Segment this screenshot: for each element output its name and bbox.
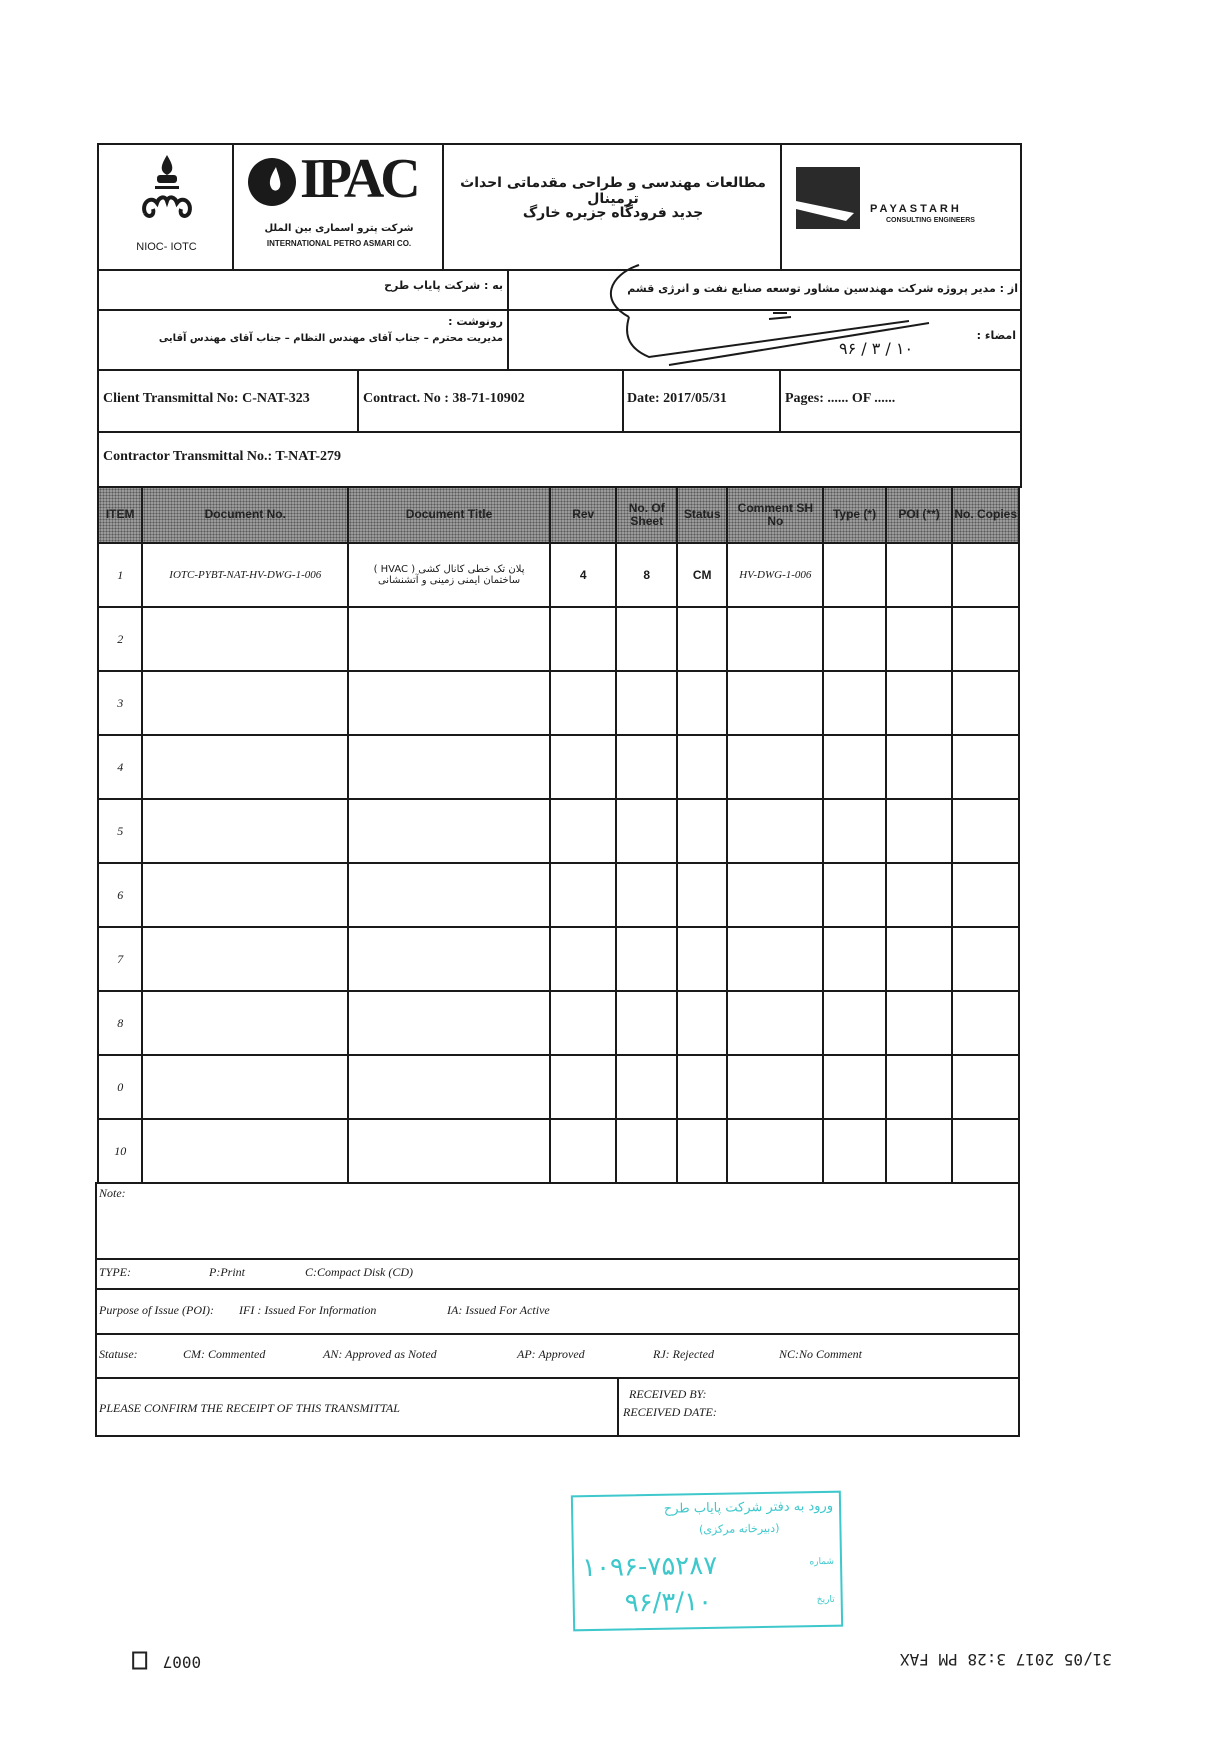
rev-cell bbox=[550, 863, 617, 927]
received-by-label: RECEIVED BY: bbox=[629, 1387, 707, 1401]
document-no-cell bbox=[142, 671, 348, 735]
from-sender: از : مدیر پروژه شرکت مهندسین مشاور توسعه صنایع نفت و انرژی قشم bbox=[627, 282, 1018, 295]
cc-label: رونوشت : bbox=[448, 315, 503, 328]
comment-sh-cell bbox=[727, 991, 823, 1055]
poi-cell bbox=[886, 927, 953, 991]
status-cm: CM: Commented bbox=[183, 1347, 266, 1361]
payastarh-subtitle: CONSULTING ENGINEERS bbox=[886, 217, 975, 224]
status-cell bbox=[677, 607, 727, 671]
type-cd: C:Compact Disk (CD) bbox=[305, 1265, 413, 1279]
rev-cell bbox=[550, 799, 617, 863]
stamp-number-label: شماره bbox=[809, 1556, 835, 1568]
copies-cell bbox=[952, 1055, 1019, 1119]
sheet-count-cell bbox=[616, 1119, 677, 1183]
ipac-persian-name: شرکت پترو اسماری بین الملل bbox=[264, 223, 414, 234]
comment-sh-cell bbox=[727, 671, 823, 735]
table-row bbox=[98, 671, 1019, 735]
table-row bbox=[98, 927, 1019, 991]
rev-cell bbox=[550, 991, 617, 1055]
receipt-row bbox=[95, 1377, 1020, 1437]
document-title-cell bbox=[348, 927, 550, 991]
item-cell: 5 bbox=[98, 799, 142, 863]
project-title-line2: جدید فرودگاه جزیره خارگ bbox=[522, 205, 704, 221]
status-rj: RJ: Rejected bbox=[653, 1347, 714, 1361]
item-cell: 8 bbox=[98, 991, 142, 1055]
col-divider bbox=[357, 369, 359, 431]
rev-cell bbox=[550, 735, 617, 799]
stamp-number: ۱۰۹۶-۷۵۲۸۷ bbox=[581, 1550, 718, 1584]
item-cell: 7 bbox=[98, 927, 142, 991]
type-cell bbox=[823, 1119, 886, 1183]
copies-cell bbox=[952, 543, 1019, 607]
type-cell bbox=[823, 607, 886, 671]
status-cell bbox=[677, 671, 727, 735]
type-label: TYPE: bbox=[99, 1265, 132, 1279]
sheet-count-cell bbox=[616, 799, 677, 863]
col-header-comment-sh-no: Comment SH No bbox=[727, 487, 823, 543]
project-title-line1: مطالعات مهندسی و طراحی مقدماتی احداث ترمینال bbox=[460, 175, 766, 207]
document-title-cell bbox=[348, 991, 550, 1055]
document-title-cell bbox=[348, 799, 550, 863]
table-row bbox=[98, 799, 1019, 863]
sheet-count-cell bbox=[616, 735, 677, 799]
poi-cell bbox=[886, 1119, 953, 1183]
document-no-cell bbox=[142, 927, 348, 991]
to-cell bbox=[99, 269, 509, 309]
documents-table bbox=[97, 486, 1020, 1184]
header-box bbox=[97, 143, 1022, 271]
status-cell bbox=[677, 991, 727, 1055]
col-header-no-copies: No. Copies bbox=[952, 487, 1019, 543]
contract-no: Contract. No : 38-71-10902 bbox=[363, 391, 525, 406]
table-row bbox=[98, 1055, 1019, 1119]
type-cell bbox=[823, 863, 886, 927]
status-cell bbox=[677, 927, 727, 991]
item-cell: 6 bbox=[98, 863, 142, 927]
table-row bbox=[98, 863, 1019, 927]
copies-cell bbox=[952, 607, 1019, 671]
project-title-cell bbox=[444, 145, 782, 269]
poi-cell bbox=[886, 991, 953, 1055]
type-cell bbox=[823, 735, 886, 799]
copies-cell bbox=[952, 735, 1019, 799]
comment-sh-cell bbox=[727, 735, 823, 799]
copies-cell bbox=[952, 799, 1019, 863]
cc-cell bbox=[99, 309, 509, 369]
status-cell bbox=[677, 1055, 727, 1119]
document-no-cell bbox=[142, 991, 348, 1055]
comment-sh-cell: HV-DWG-1-006 bbox=[727, 543, 823, 607]
contractor-transmittal-no: Contractor Transmittal No.: T-NAT-279 bbox=[103, 449, 341, 464]
sheet-count-cell bbox=[616, 927, 677, 991]
rev-cell bbox=[550, 1119, 617, 1183]
item-cell: 10 bbox=[98, 1119, 142, 1183]
poi-cell bbox=[886, 1055, 953, 1119]
nioc-logo-icon bbox=[139, 153, 195, 233]
comment-sh-cell bbox=[727, 799, 823, 863]
rev-cell: 4 bbox=[550, 543, 617, 607]
table-header-row bbox=[98, 487, 1019, 543]
poi-cell bbox=[886, 799, 953, 863]
nioc-caption: NIOC- IOTC bbox=[136, 241, 197, 253]
col-divider bbox=[779, 369, 781, 431]
ipac-drop-icon bbox=[246, 157, 298, 207]
payastarh-logo-icon bbox=[796, 167, 860, 229]
type-cell bbox=[823, 671, 886, 735]
item-cell: 1 bbox=[98, 543, 142, 607]
table-row bbox=[98, 607, 1019, 671]
fax-page-number: 0007 bbox=[162, 1652, 202, 1672]
transmittal-info-row bbox=[97, 369, 1022, 433]
comment-sh-cell bbox=[727, 1119, 823, 1183]
stamp-subtitle: (دبیرخانه مرکزی) bbox=[698, 1521, 780, 1537]
sheet-count-cell bbox=[616, 863, 677, 927]
confirm-cell bbox=[97, 1377, 619, 1435]
table-row bbox=[98, 735, 1019, 799]
table-row bbox=[98, 543, 1019, 607]
contractor-transmittal-row bbox=[97, 431, 1022, 488]
rev-cell bbox=[550, 607, 617, 671]
type-cell bbox=[823, 991, 886, 1055]
status-cell bbox=[677, 799, 727, 863]
document-no-cell bbox=[142, 1055, 348, 1119]
status-ap: AP: Approved bbox=[517, 1347, 585, 1361]
status-an: AN: Approved as Noted bbox=[323, 1347, 437, 1361]
item-cell: 0 bbox=[98, 1055, 142, 1119]
status-legend-row bbox=[95, 1333, 1020, 1379]
fax-page-icon bbox=[132, 1652, 147, 1670]
status-cell bbox=[677, 735, 727, 799]
rev-cell bbox=[550, 1055, 617, 1119]
pages-count: Pages: ...... OF ...... bbox=[785, 391, 896, 406]
poi-label: Purpose of Issue (POI): bbox=[99, 1303, 214, 1317]
comment-sh-cell bbox=[727, 1055, 823, 1119]
item-cell: 4 bbox=[98, 735, 142, 799]
receipt-stamp bbox=[571, 1491, 843, 1632]
status-label: Statuse: bbox=[99, 1347, 138, 1361]
item-cell: 2 bbox=[98, 607, 142, 671]
stamp-date: ۹۶/۳/۱۰ bbox=[624, 1586, 713, 1619]
type-cell bbox=[823, 1055, 886, 1119]
copies-cell bbox=[952, 863, 1019, 927]
copies-cell bbox=[952, 991, 1019, 1055]
stamp-title: ورود به دفتر شرکت پایاب طرح bbox=[663, 1498, 834, 1517]
status-nc: NC:No Comment bbox=[779, 1347, 863, 1361]
document-title-cell bbox=[348, 1119, 550, 1183]
type-print: P:Print bbox=[209, 1265, 245, 1279]
type-cell bbox=[823, 799, 886, 863]
rev-cell bbox=[550, 671, 617, 735]
rev-cell bbox=[550, 927, 617, 991]
fax-page-marker bbox=[132, 1652, 201, 1672]
ipac-logo-cell bbox=[234, 145, 444, 269]
cc-signature-row bbox=[97, 309, 1022, 371]
comment-sh-cell bbox=[727, 607, 823, 671]
sheet-count-cell bbox=[616, 991, 677, 1055]
poi-cell bbox=[886, 863, 953, 927]
note-box bbox=[95, 1182, 1020, 1260]
document-title-cell bbox=[348, 1055, 550, 1119]
col-header-no-of-sheet: No. Of Sheet bbox=[616, 487, 677, 543]
col-header-poi: POI (**) bbox=[886, 487, 953, 543]
document-title-cell bbox=[348, 671, 550, 735]
document-title-cell bbox=[348, 863, 550, 927]
type-cell bbox=[823, 927, 886, 991]
document-no-cell bbox=[142, 863, 348, 927]
copies-cell bbox=[952, 1119, 1019, 1183]
item-cell: 3 bbox=[98, 671, 142, 735]
transmittal-date: Date: 2017/05/31 bbox=[627, 391, 727, 406]
document-title-cell: پلان تک خطی کانال کشی ( HVAC ) ساختمان ایمنی زمینی و آتشنشانی bbox=[348, 543, 550, 607]
document-no-cell bbox=[142, 735, 348, 799]
copies-cell bbox=[952, 671, 1019, 735]
comment-sh-cell bbox=[727, 927, 823, 991]
sheet-count-cell: 8 bbox=[616, 543, 677, 607]
status-cell bbox=[677, 863, 727, 927]
payastarh-logo-cell bbox=[782, 145, 1020, 269]
table-row bbox=[98, 991, 1019, 1055]
document-title-cell bbox=[348, 607, 550, 671]
col-header-item: ITEM bbox=[98, 487, 142, 543]
type-legend-row bbox=[95, 1258, 1020, 1290]
type-cell bbox=[823, 543, 886, 607]
copies-cell bbox=[952, 927, 1019, 991]
poi-ifi: IFI : Issued For Information bbox=[239, 1303, 377, 1317]
col-header-document-no: Document No. bbox=[142, 487, 348, 543]
note-label: Note: bbox=[99, 1186, 126, 1200]
col-divider bbox=[622, 369, 624, 431]
client-transmittal-no: Client Transmittal No: C-NAT-323 bbox=[103, 391, 310, 406]
poi-cell bbox=[886, 735, 953, 799]
sheet-count-cell bbox=[616, 671, 677, 735]
document-no-cell bbox=[142, 607, 348, 671]
col-header-document-title: Document Title bbox=[348, 487, 550, 543]
document-no-cell: IOTC-PYBT-NAT-HV-DWG-1-006 bbox=[142, 543, 348, 607]
handwritten-date: ۱۰ / ۳ / ۹۶ bbox=[839, 339, 914, 358]
sheet-count-cell bbox=[616, 1055, 677, 1119]
stamp-date-label: تاریخ bbox=[816, 1594, 835, 1606]
status-cell bbox=[677, 1119, 727, 1183]
received-date-label: RECEIVED DATE: bbox=[623, 1405, 717, 1419]
ipac-logo-text: IPAC bbox=[300, 148, 417, 210]
cc-recipients: مدیریت محترم – جناب آقای مهندس التظام – جناب آقای مهندس آقایی bbox=[158, 333, 503, 344]
nioc-logo-cell bbox=[99, 145, 234, 269]
col-header-rev: Rev bbox=[550, 487, 617, 543]
fax-timestamp: 31/05 2017 3:28 PM FAX bbox=[900, 1650, 1112, 1669]
poi-legend-row bbox=[95, 1288, 1020, 1335]
to-recipient: به : شرکت پایاب طرح bbox=[384, 279, 503, 292]
ipac-english-name: INTERNATIONAL PETRO ASMARI CO. bbox=[266, 239, 412, 248]
document-no-cell bbox=[142, 1119, 348, 1183]
table-body bbox=[98, 543, 1019, 1183]
col-header-type: Type (*) bbox=[823, 487, 886, 543]
poi-ia: IA: Issued For Active bbox=[447, 1303, 550, 1317]
poi-cell bbox=[886, 671, 953, 735]
comment-sh-cell bbox=[727, 863, 823, 927]
table-row bbox=[98, 1119, 1019, 1183]
confirm-receipt-text: PLEASE CONFIRM THE RECEIPT OF THIS TRANSMITTAL bbox=[99, 1401, 400, 1415]
payastarh-name: PAYASTARH bbox=[870, 203, 962, 215]
poi-cell bbox=[886, 543, 953, 607]
document-title-cell bbox=[348, 735, 550, 799]
status-cell: CM bbox=[677, 543, 727, 607]
col-header-status: Status bbox=[677, 487, 727, 543]
sheet-count-cell bbox=[616, 607, 677, 671]
signature-label: امضاء : bbox=[976, 329, 1016, 342]
document-no-cell bbox=[142, 799, 348, 863]
poi-cell bbox=[886, 607, 953, 671]
